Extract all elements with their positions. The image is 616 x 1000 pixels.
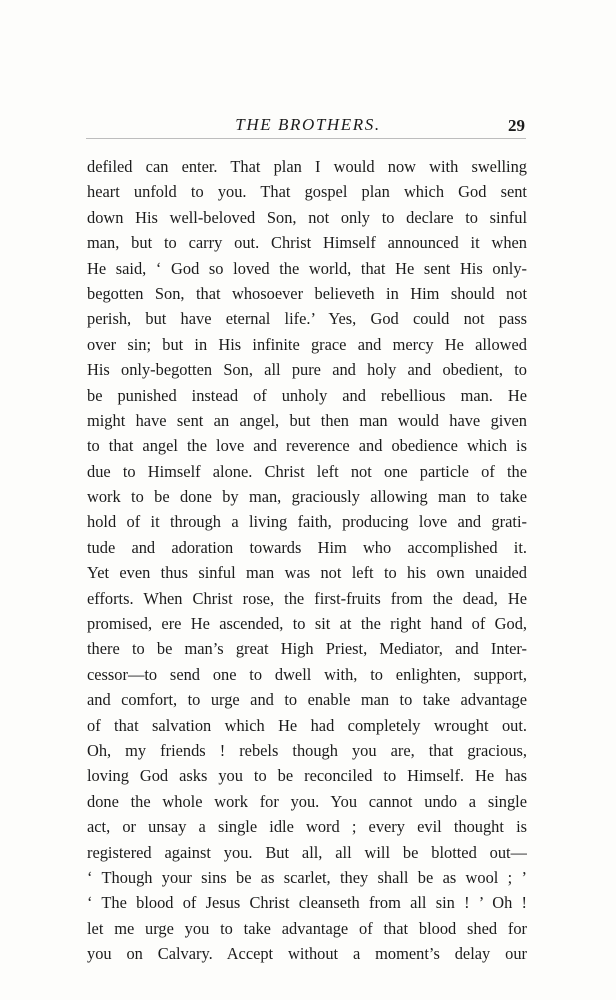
- text-line: begotten Son, that whosoever believeth in Him should not: [87, 283, 527, 303]
- text-line: act, or unsay a single idle word ; every evil thought is: [87, 817, 527, 837]
- running-title: THE BROTHERS.: [235, 115, 381, 134]
- text-line: work to be done by man, graciously allowing man to take: [87, 487, 527, 507]
- text-line: cessor—to send one to dwell with, to enlighten, support,: [87, 664, 527, 684]
- text-line: hold of it through a living faith, producing love and grati-: [87, 512, 527, 532]
- text-line: be punished instead of unholy and rebellious man. He: [87, 385, 527, 405]
- page-number: 29: [508, 116, 525, 135]
- text-line: defiled can enter. That plan I would now with swelling: [87, 157, 527, 176]
- text-line: down His well-beloved Son, not only to declare to sinful: [87, 207, 527, 227]
- text-line: might have sent an angel, but then man would have given: [87, 410, 527, 430]
- text-line: perish, but have eternal life.’ Yes, God could not pass: [87, 309, 527, 329]
- text-line: ‘ The blood of Jesus Christ cleanseth from all sin ! ’ Oh !: [87, 893, 527, 913]
- text-line: Yet even thus sinful man was not left to his own unaided: [87, 563, 527, 583]
- text-line: there to be man’s great High Priest, Mediator, and Inter-: [87, 639, 527, 659]
- text-line: of that salvation which He had completely wrought out.: [87, 715, 527, 735]
- text-line: loving God asks you to be reconciled to Himself. He has: [87, 766, 527, 786]
- text-line: His only-begotten Son, all pure and holy and obedient, to: [87, 360, 527, 380]
- text-line: to that angel the love and reverence and obedience which is: [87, 436, 527, 456]
- text-line: you on Calvary. Accept without a moment’s delay our: [87, 944, 527, 964]
- text-line: He said, ‘ God so loved the world, that He sent His only-: [87, 258, 527, 278]
- text-line: done the whole work for you. You cannot undo a single: [87, 791, 527, 811]
- text-line: due to Himself alone. Christ left not one particle of the: [87, 461, 527, 481]
- text-line: over sin; but in His infinite grace and mercy He allowed: [87, 334, 527, 354]
- text-line: let me urge you to take advantage of that blood shed for: [87, 918, 527, 938]
- text-line: and comfort, to urge and to enable man to take advantage: [87, 690, 527, 710]
- text-line: ‘ Though your sins be as scarlet, they shall be as wool ; ’: [87, 867, 527, 887]
- text-line: tude and adoration towards Him who accomplished it.: [87, 537, 527, 557]
- text-line: efforts. When Christ rose, the first-fruits from the dead, He: [87, 588, 527, 608]
- text-line: Oh, my friends ! rebels though you are, that gracious,: [87, 740, 527, 760]
- body-text: [87, 154, 527, 967]
- text-line: heart unfold to you. That gospel plan which God sent: [87, 182, 527, 202]
- page-header: [0, 111, 616, 135]
- header-rule: [86, 138, 526, 139]
- text-line: registered against you. But all, all will be blotted out—: [87, 842, 527, 862]
- text-line: man, but to carry out. Christ Himself announced it when: [87, 233, 527, 253]
- text-line: promised, ere He ascended, to sit at the right hand of God,: [87, 614, 527, 634]
